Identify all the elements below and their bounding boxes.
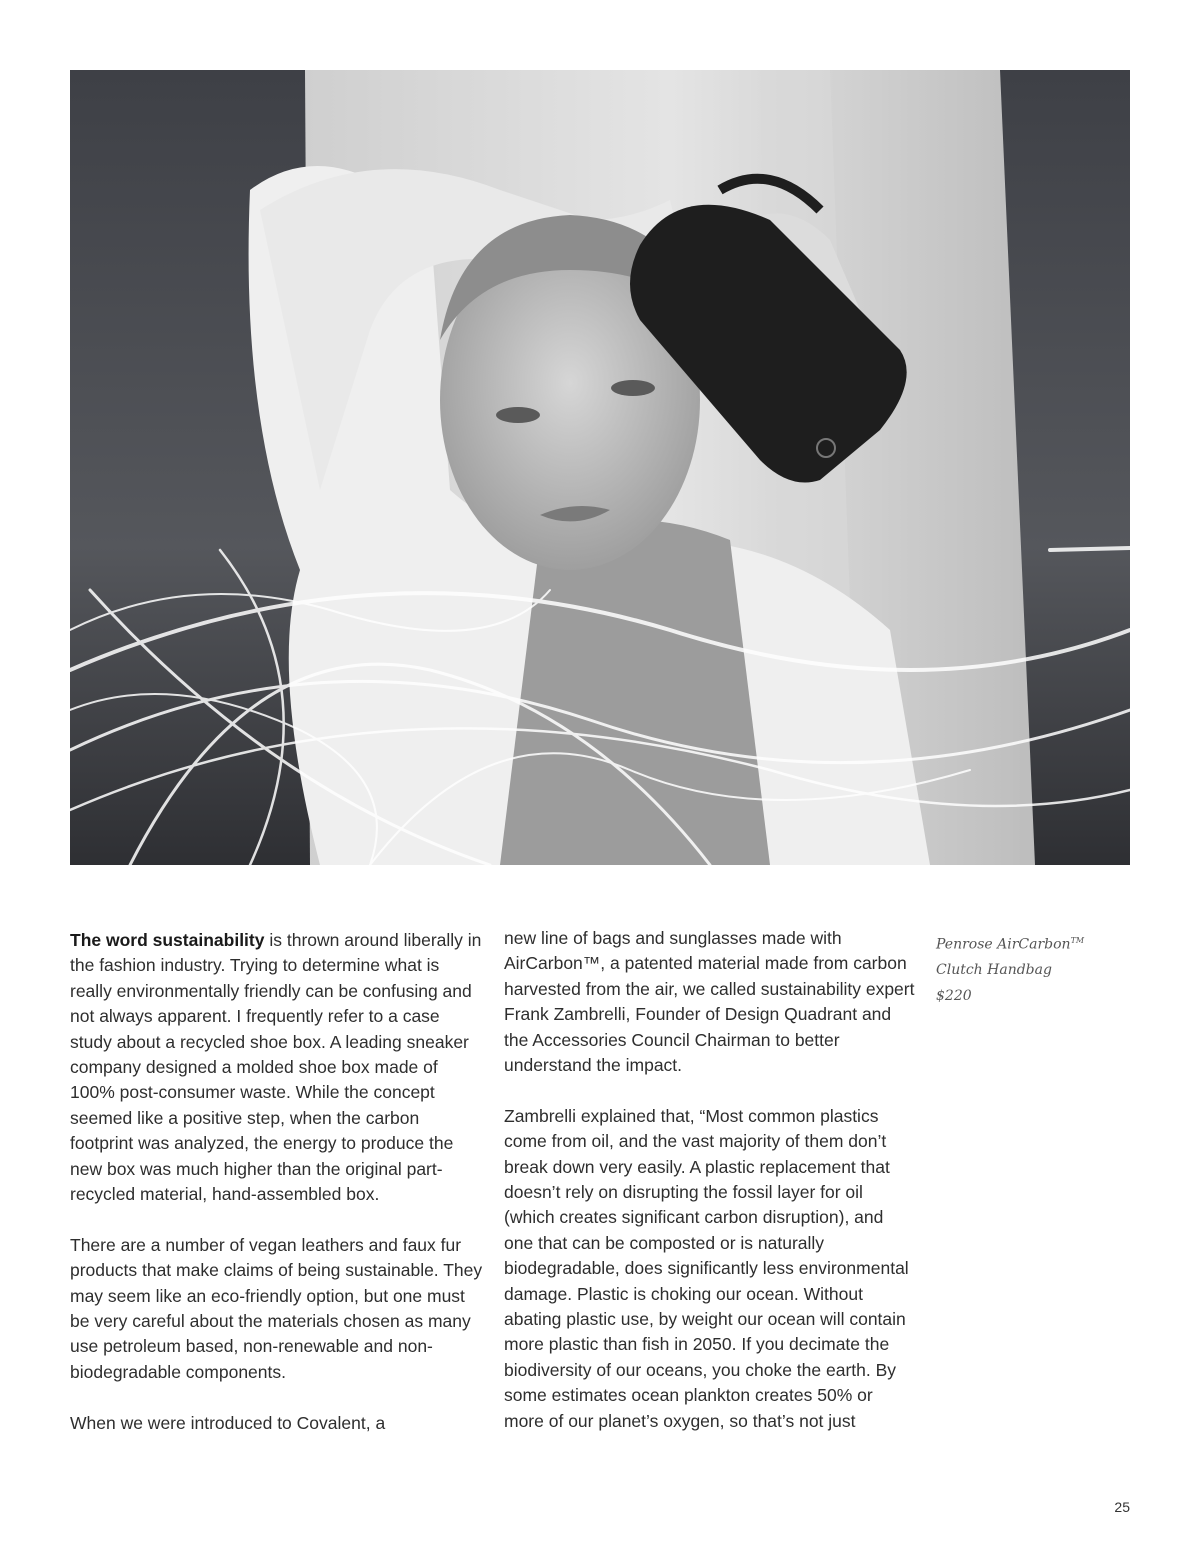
editorial-photo — [70, 70, 1130, 865]
caption-product-name — [936, 928, 1126, 958]
paragraph-3: When we were introduced to Covalent, a — [70, 1412, 386, 1433]
caption-line-2: Clutch Handbag — [936, 962, 1052, 979]
caption-line-1: Penrose AirCarbon — [936, 936, 1071, 953]
paragraph-5: Zambrelli explained that, “Most common plastics come from oil, and the vast majority of them don’t break down very easily. A plastic replacement that doesn’t rely on disrupting the fossil layer for oil (which creates significant carbon disruption), and one that can be composted or is naturally biodegradable, does significantly less environmental damage. Plastic is choking our ocean. Without abating plastic use, by weight our ocean will contain more plastic than fish in 2050. If you decimate the biodiversity of our oceans, you choke the earth. By some estimates ocean plankton creates 50% or more of our planet’s oxygen, so that’s not just — [504, 1105, 909, 1431]
trademark-symbol: TM — [1070, 936, 1085, 945]
product-caption — [936, 928, 1126, 1009]
paragraph-1 — [70, 928, 485, 1207]
lead-in: The word sustainability — [70, 930, 265, 950]
photo-illustration — [70, 70, 1130, 865]
article-column-2 — [504, 926, 916, 1460]
paragraph-4: new line of bags and sunglasses made with AirCarbon™, a patented material made from carbon harvested from the air, we called sustainability expert Frank Zambrelli, Founder of Design Quadrant and the Accessories Council Chairman to better understand the impact. — [504, 928, 915, 1076]
page-number: 25 — [1114, 1499, 1130, 1515]
caption-price: $220 — [936, 987, 972, 1004]
paragraph-2: There are a number of vegan leathers and faux fur products that make claims of being sustainable. They may seem like an eco-friendly option, but one must be very careful about the materials chosen as many use petroleum based, non-renewable and non-biodegradable components. — [70, 1234, 483, 1382]
paragraph-1-body: is thrown around liberally in the fashion industry. Trying to determine what is really environmentally friendly can be confusing and not always apparent. I frequently refer to a case study about a recycled shoe box. A leading sneaker company designed a molded shoe box made of 100% post-consumer waste. While the concept seemed like a positive step, when the carbon footprint was analyzed, the energy to produce the new box was much higher than the original part-recycled material, hand-assembled box. — [70, 930, 482, 1205]
article-column-1 — [70, 928, 485, 1461]
